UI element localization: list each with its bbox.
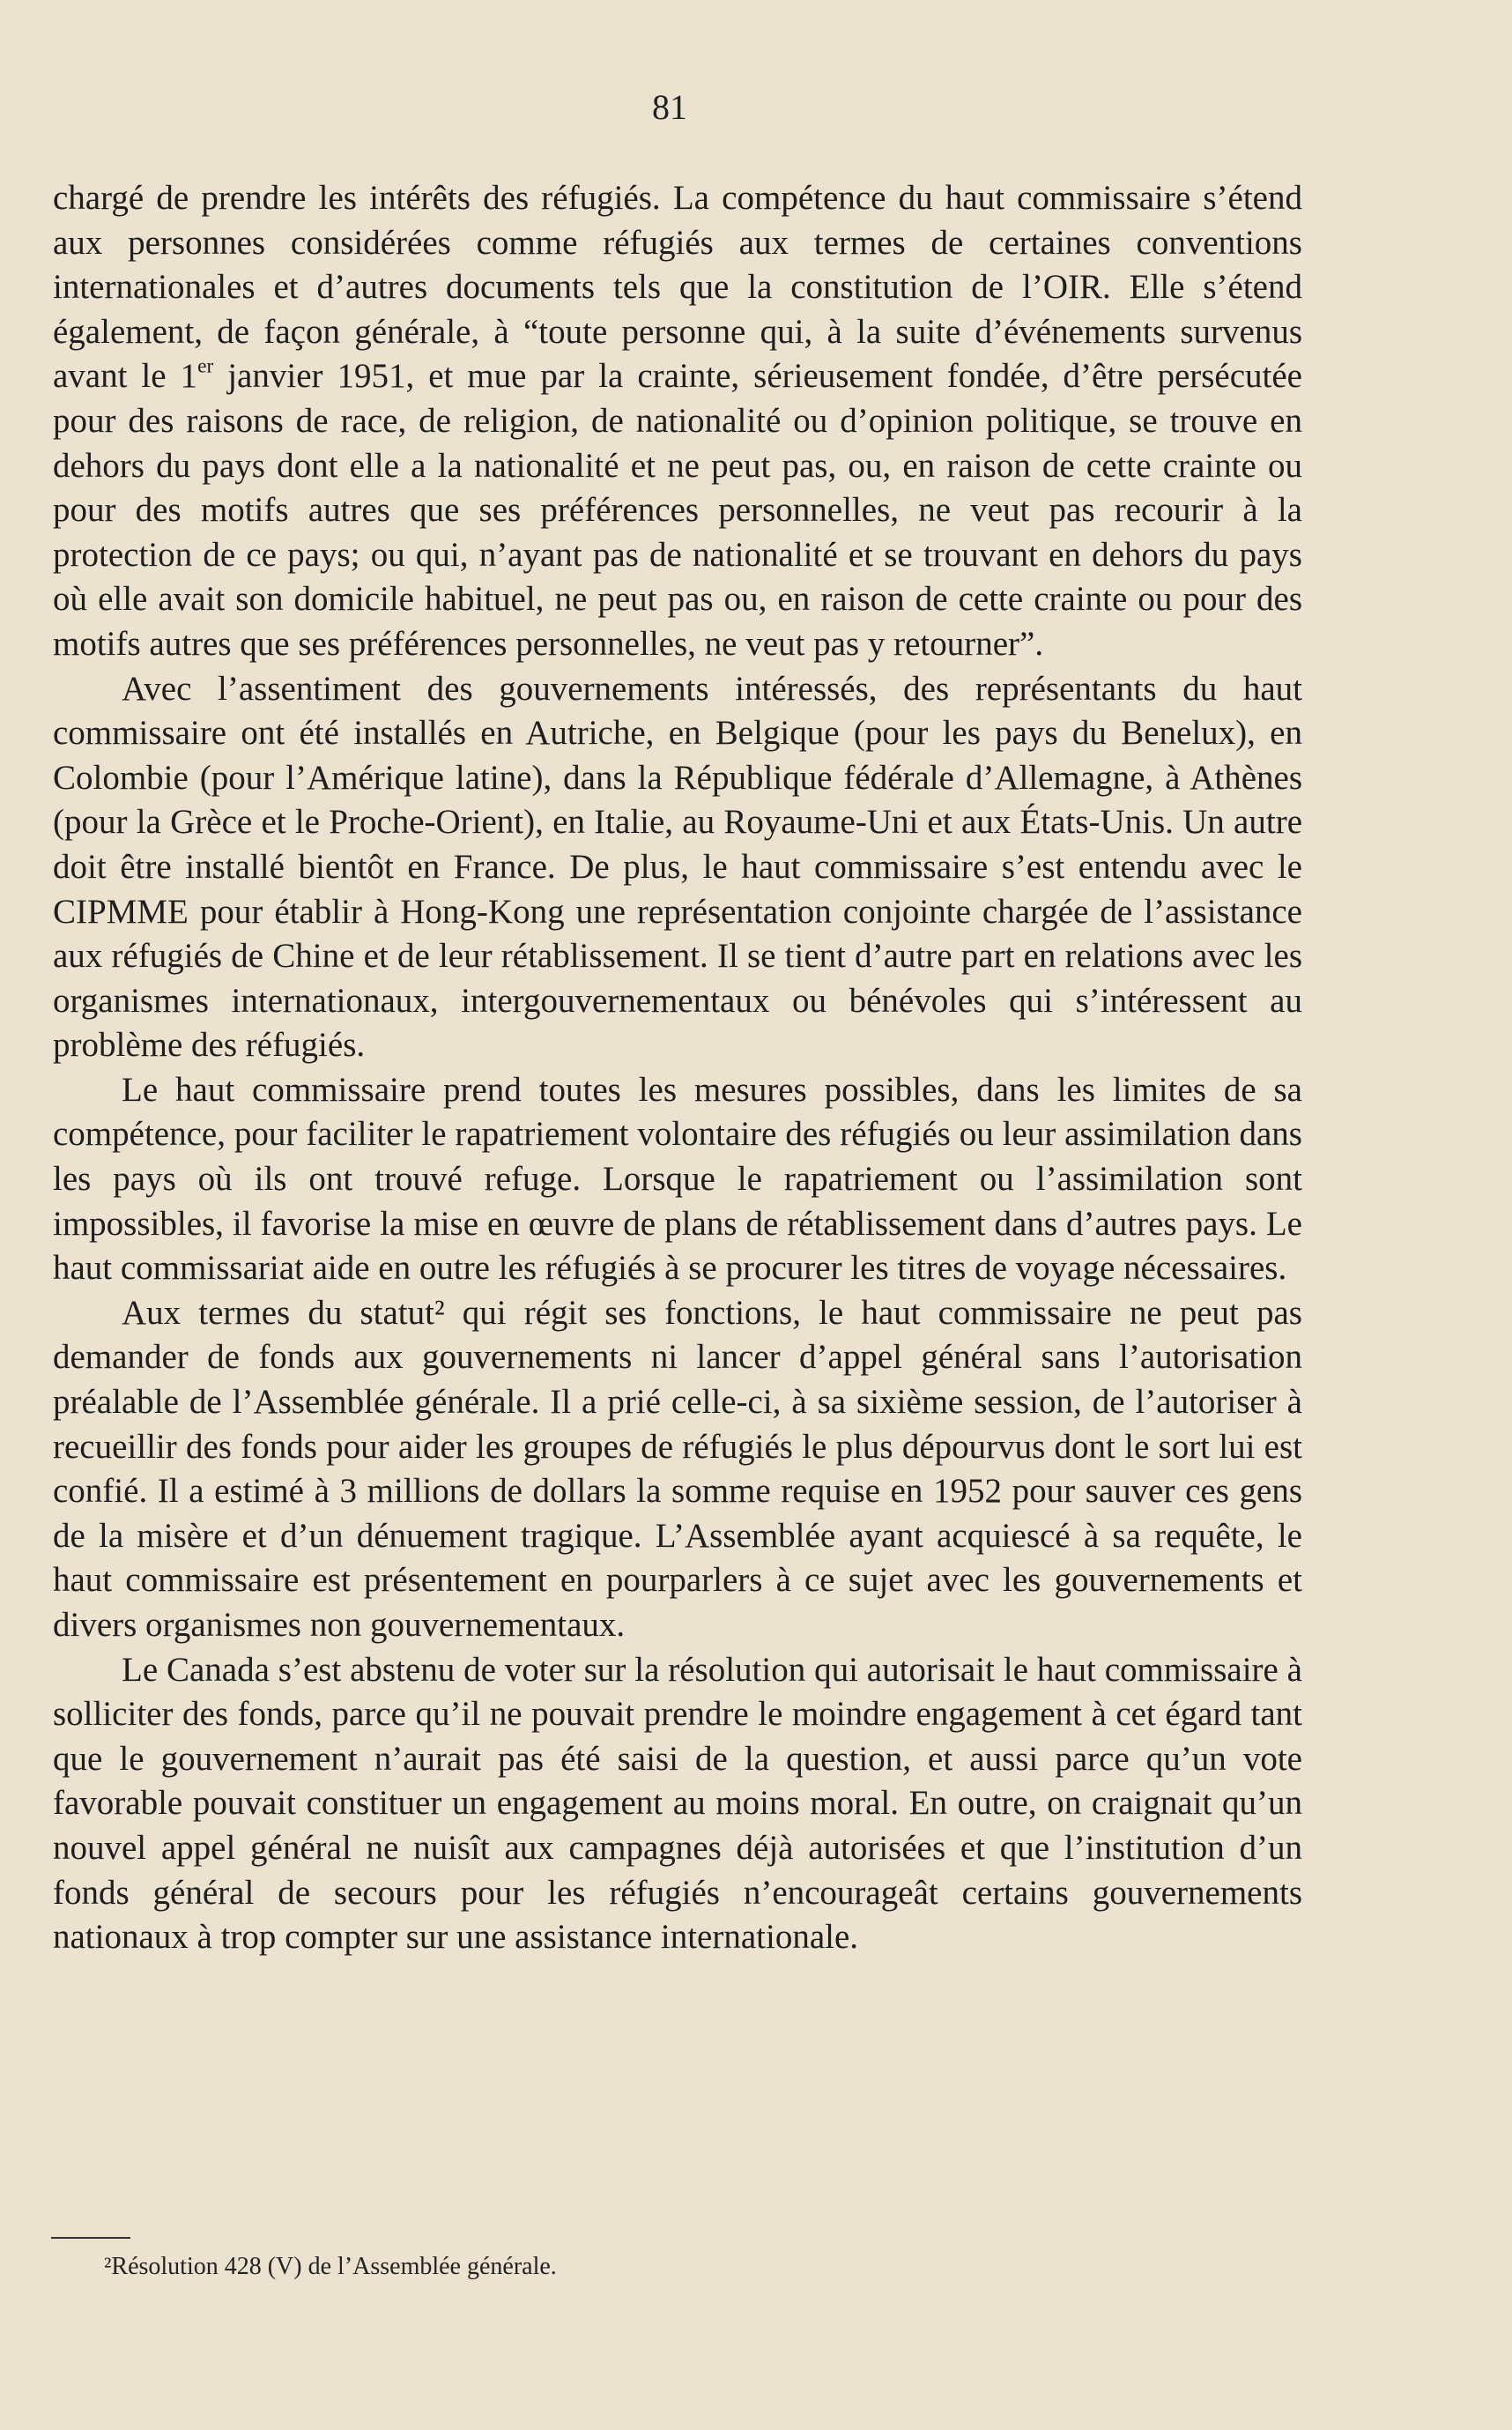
page-number: 81 — [652, 87, 687, 127]
paragraph-5: Le Canada s’est abstenu de voter sur la résolution qui autorisait le haut commissaire à solliciter des fonds, parce qu’il ne pouvait prendre le moindre engagement à cet égard tant que le gouvernement n’aurait pas été saisi de la question, et aussi parce qu’un vote favorable pouvait constituer un engagement au moins moral. En outre, on craignait qu’un nouvel appel général ne nuisît aux campagnes déjà autorisées et que l’institution d’un fonds général de secours pour les réfugiés n’encourageât certains gouvernements nationaux à trop compter sur une assistance internationale. — [53, 1650, 1302, 1957]
footnote: ²Résolution 428 (V) de l’Assemblée générale. — [104, 2253, 557, 2280]
paragraph-3: Le haut commissaire prend toutes les mesures possibles, dans les limites de sa compétence, pour faciliter le rapatriement volontaire des réfugiés ou leur assimilation dans les pays où ils ont trouvé refuge. Lorsque le rapatriement ou l’assimilation sont impossibles, il favorise la mise en œuvre de plans de rétablissement dans d’autres pays. Le haut commissariat aide en outre les réfugiés à se procurer les titres de voyage nécessaires. — [53, 1070, 1302, 1288]
paragraph-4: Aux termes du statut² qui régit ses fonctions, le haut commissaire ne peut pas demander de fonds aux gouvernements ni lancer d’appel général sans l’autorisation préalable de l’Assemblée générale. Il a prié celle-ci, à sa sixième session, de l’autoriser à recueillir des fonds pour aider les groupes de réfugiés le plus dépourvus dont le sort lui est confié. Il a estimé à 3 millions de dollars la somme requise en 1952 pour sauver ces gens de la misère et d’un dénuement tragique. L’Assemblée ayant acquiescé à sa requête, le haut commissaire est présentement en pourparlers à ce sujet avec les gouvernements et divers organismes non gouvernementaux. — [53, 1293, 1302, 1644]
footnote-divider — [51, 2237, 130, 2239]
body-text — [53, 176, 1302, 1960]
paragraph-1: chargé de prendre les intérêts des réfugiés. La compétence du haut commissaire s’étend aux personnes considérées comme réfugiés aux termes de certaines conventions internationales et d’autres documents tels que la constitution de l’OIR. Elle s’étend également, de façon générale, à “toute personne qui, à la suite d’événements survenus avant le 1er janvier 1951, et mue par la crainte, sérieusement fondée, d’être persécutée pour des raisons de race, de religion, de nationalité ou d’opinion politique, se trouve en dehors du pays dont elle a la nationalité et ne peut pas, ou, en raison de cette crainte ou pour des motifs autres que ses préférences personnelles, ne veut pas recourir à la protection de ce pays; ou qui, n’ayant pas de nationalité et se trouvant en dehors du pays où elle avait son domicile habituel, ne peut pas ou, en raison de cette crainte ou pour des motifs autres que ses préférences personnelles, ne veut pas y retourner”. — [53, 179, 1302, 663]
paragraph-2: Avec l’assentiment des gouvernements intéressés, des représentants du haut commissaire ont été installés en Autriche, en Belgique (pour les pays du Benelux), en Colombie (pour l’Amérique latine), dans la République fédérale d’Allemagne, à Athènes (pour la Grèce et le Proche-Orient), en Italie, au Royaume-Uni et aux États-Unis. Un autre doit être installé bientôt en France. De plus, le haut commissaire s’est entendu avec le CIPMME pour établir à Hong-Kong une représentation conjointe chargée de l’assistance aux réfugiés de Chine et de leur rétablissement. Il se tient d’autre part en relations avec les organismes internationaux, intergouvernementaux ou bénévoles qui s’intéressent au problème des réfugiés. — [53, 669, 1302, 1065]
